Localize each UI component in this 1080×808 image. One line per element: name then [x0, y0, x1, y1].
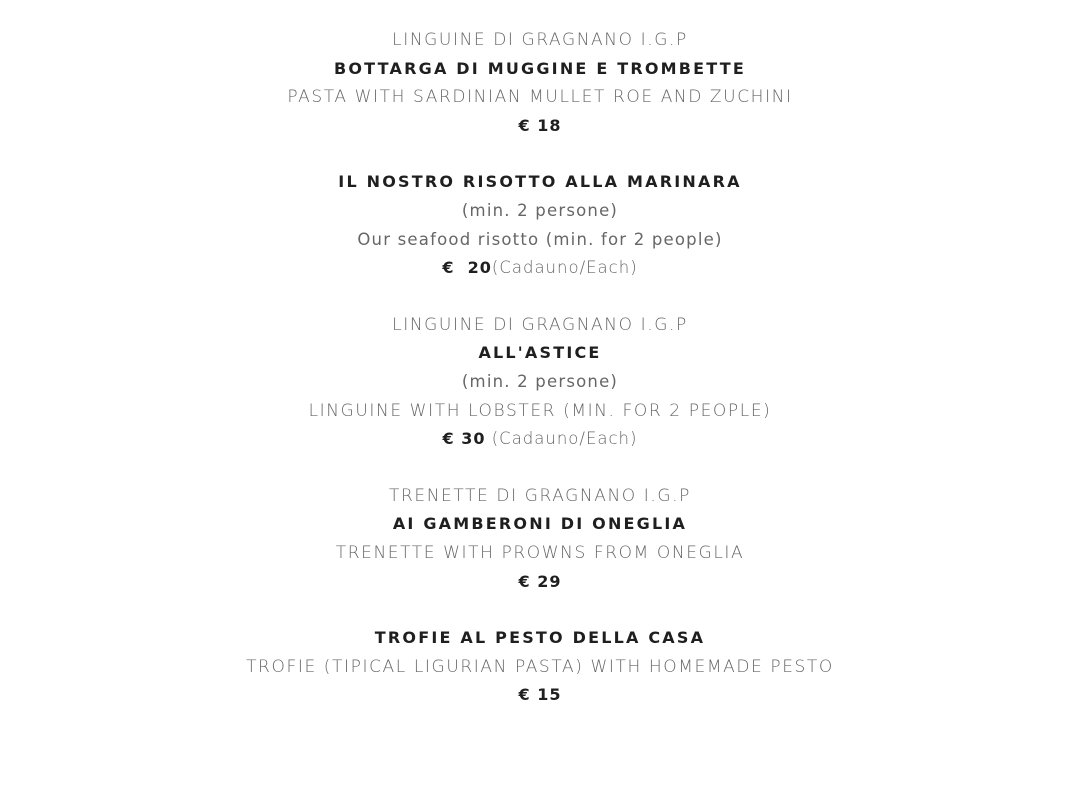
dish-price-amount: € 20 [442, 258, 492, 278]
dish-price [0, 681, 1080, 710]
dish-name: AI GAMBERONI DI ONEGLIA [392, 514, 688, 534]
dish-description: PASTA WITH SARDINIAN MULLET ROE AND ZUCHINI [287, 87, 793, 108]
dish-price-amount: € 30 [442, 429, 486, 449]
dish-price-amount: € 29 [518, 571, 562, 591]
dish-price-amount: € 15 [518, 685, 562, 705]
dish-description: TROFIE (TIPICAL LIGURIAN PASTA) WITH HOMEMADE PESTO [246, 656, 834, 677]
dish-bottarga [0, 26, 1080, 140]
dish-price [0, 254, 1080, 283]
dish-origin: LINGUINE DI GRAGNANO I.G.P [392, 314, 688, 335]
dish-name: ALL'ASTICE [478, 343, 602, 363]
dish-min-note: (min. 2 persone) [461, 371, 619, 391]
dish-description: TRENETTE WITH PROWNS FROM ONEGLIA [335, 542, 745, 563]
dish-price-note: (Cadauno/Each) [485, 429, 638, 449]
dish-price-note: (Cadauno/Each) [491, 258, 638, 278]
dish-astice [0, 311, 1080, 454]
dish-price [0, 568, 1080, 597]
dish-trofie [0, 624, 1080, 710]
dish-price-amount: € 18 [518, 115, 562, 135]
dish-price [0, 425, 1080, 454]
dish-price [0, 112, 1080, 141]
dish-description: Our seafood risotto (min. for 2 people) [357, 229, 723, 249]
dish-description: LINGUINE WITH LOBSTER (MIN. FOR 2 PEOPLE) [308, 400, 772, 421]
dish-name: BOTTARGA DI MUGGINE E TROMBETTE [333, 58, 747, 78]
dish-origin: LINGUINE DI GRAGNANO I.G.P [392, 30, 688, 50]
dish-min-note: (min. 2 persone) [461, 200, 619, 220]
dish-risotto [0, 168, 1080, 282]
dish-name: IL NOSTRO RISOTTO ALLA MARINARA [338, 172, 742, 192]
dish-origin: TRENETTE DI GRAGNANO I.G.P [388, 485, 691, 506]
menu-list [0, 26, 1080, 738]
dish-trenette [0, 482, 1080, 596]
dish-name: TROFIE AL PESTO DELLA CASA [374, 628, 706, 648]
